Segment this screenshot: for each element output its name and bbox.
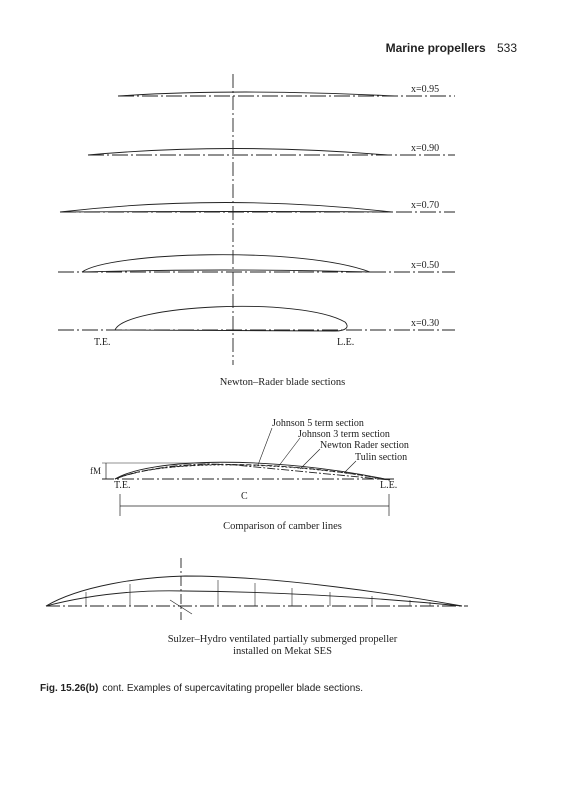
leader-johnson5 (258, 428, 272, 465)
johnson-5-camber (115, 462, 390, 480)
legend-johnson3: Johnson 3 term section (298, 429, 390, 440)
newton-caption: Newton–Rader blade sections (219, 377, 346, 388)
legend-newton: Newton Rader section (320, 440, 409, 451)
section-030 (115, 306, 347, 331)
camber-te-label: T.E. (114, 480, 131, 491)
section-070 (60, 203, 392, 213)
fm-label: fM (90, 466, 101, 476)
section-095 (118, 92, 395, 96)
section-label-095: x=0.95 (411, 84, 440, 95)
sulzer-lower (46, 591, 462, 606)
legend-tulin: Tulin section (355, 452, 408, 463)
figure-label: Fig. 15.26(b) (40, 683, 99, 694)
sulzer-caption-2: installed on Mekat SES (233, 646, 332, 657)
sulzer-drawing (46, 558, 468, 620)
camber-caption: Comparison of camber lines (223, 521, 342, 532)
section-label-030: x=0.30 (411, 318, 440, 329)
newton-te-label: T.E. (94, 337, 111, 348)
section-label-090: x=0.90 (411, 143, 440, 154)
figure-caption (40, 683, 363, 694)
sulzer-caption-1: Sulzer–Hydro ventilated partially submerged propeller (167, 634, 398, 645)
chord-label: C (241, 491, 248, 502)
running-title: Marine propellers (385, 41, 486, 55)
sulzer-upper (46, 576, 462, 606)
section-090 (88, 149, 388, 156)
figure-text: cont. Examples of supercavitating propeller blade sections. (102, 683, 364, 694)
page-number: 533 (496, 41, 517, 55)
legend-johnson5: Johnson 5 term section (272, 418, 364, 429)
leader-johnson3 (278, 438, 300, 467)
newton-le-label: L.E. (337, 337, 355, 348)
leader-newton (300, 449, 320, 469)
section-label-070: x=0.70 (411, 200, 440, 211)
section-050 (82, 255, 370, 272)
camber-le-label: L.E. (380, 480, 398, 491)
section-label-050: x=0.50 (411, 260, 440, 271)
